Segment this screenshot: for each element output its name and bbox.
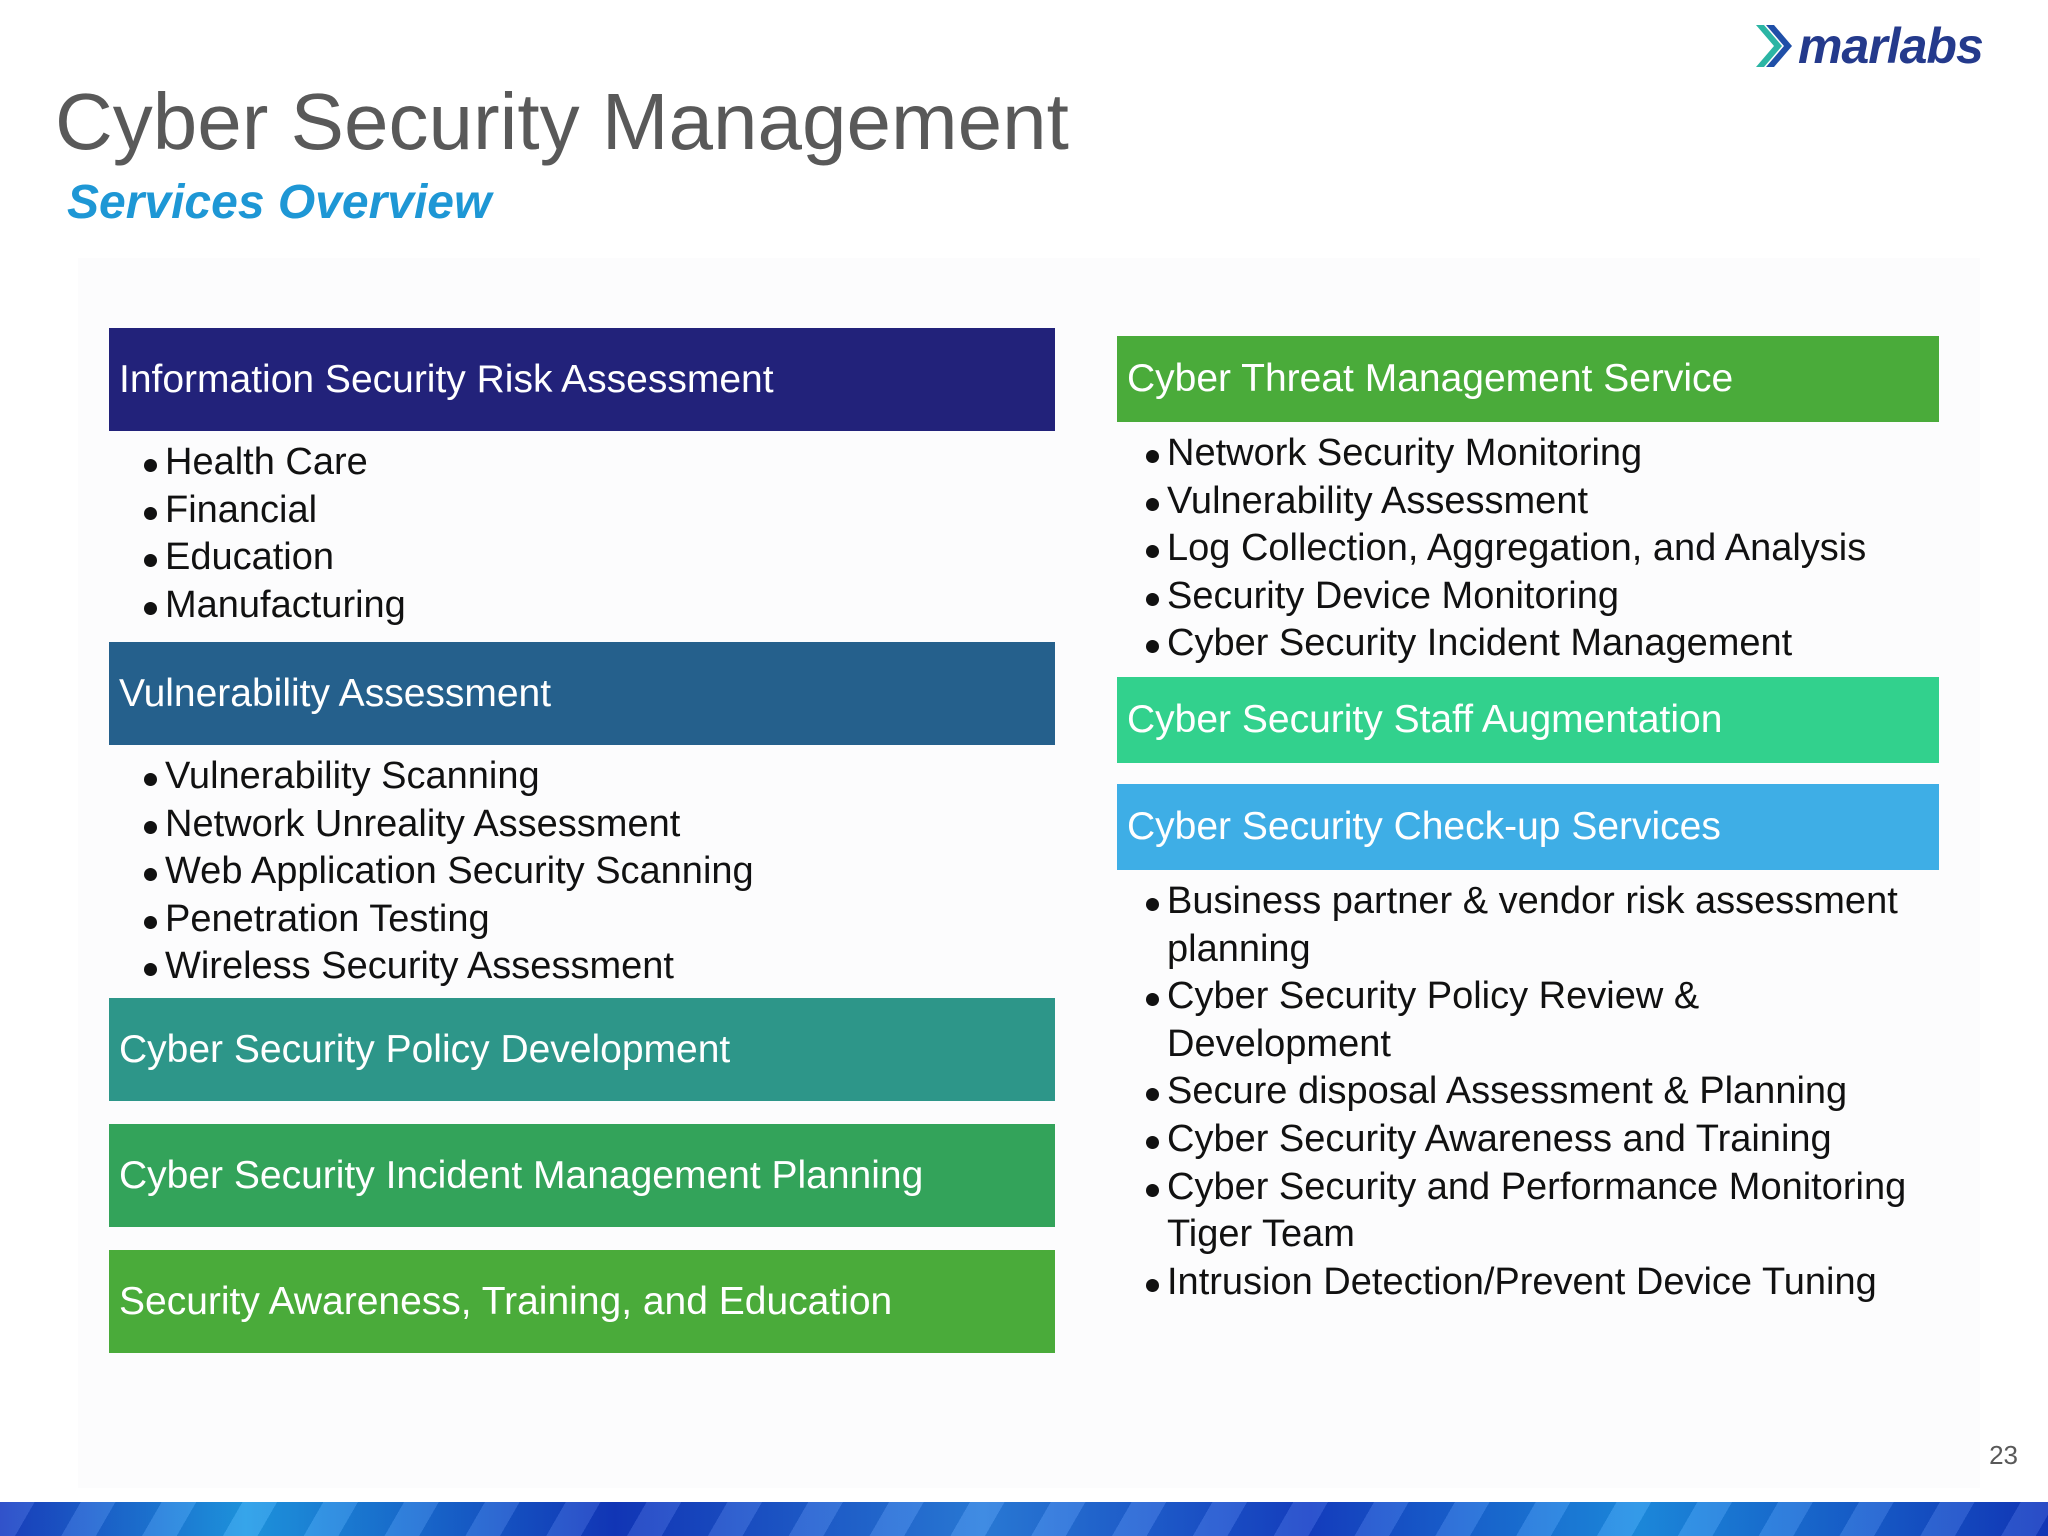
list-item: Cyber Security and Performance Monitoring Tiger Team (1143, 1164, 1933, 1259)
logo-wordmark: marlabs (1798, 18, 1983, 74)
list-item: Vulnerability Scanning (141, 753, 1041, 801)
threat-management-header: Cyber Threat Management Service (1117, 336, 1939, 422)
list-item: Wireless Security Assessment (141, 943, 1041, 991)
policy-development-header: Cyber Security Policy Development (109, 998, 1055, 1101)
page-title: Cyber Security Management (55, 77, 1069, 166)
list-item: Cyber Security Awareness and Training (1143, 1116, 1933, 1164)
page-number: 23 (1989, 1440, 2018, 1470)
list-item: Intrusion Detection/Prevent Device Tuning (1143, 1259, 1933, 1307)
list-item: Business partner & vendor risk assessment planning (1143, 878, 1933, 973)
risk-assessment-header: Information Security Risk Assessment (109, 328, 1055, 431)
list-item: Vulnerability Assessment (1143, 478, 1943, 526)
marlabs-chevron-icon (1754, 19, 1794, 73)
list-item: Education (141, 534, 1041, 582)
list-item: Log Collection, Aggregation, and Analysis (1143, 525, 1943, 573)
staff-augmentation-header: Cyber Security Staff Augmentation (1117, 677, 1939, 763)
checkup-services-header: Cyber Security Check-up Services (1117, 784, 1939, 870)
list-item: Health Care (141, 439, 1041, 487)
list-item: Security Device Monitoring (1143, 573, 1943, 621)
threat-management-list (1143, 430, 1943, 668)
footer-bar (0, 1502, 2048, 1536)
page-subtitle: Services Overview (67, 176, 492, 229)
checkup-services-list (1143, 878, 1933, 1306)
list-item: Secure disposal Assessment & Planning (1143, 1068, 1933, 1116)
list-item: Cyber Security Incident Management (1143, 620, 1943, 668)
list-item: Cyber Security Policy Review & Development (1143, 973, 1933, 1068)
list-item: Manufacturing (141, 582, 1041, 630)
marlabs-logo (1754, 14, 1994, 78)
vulnerability-assessment-list (141, 753, 1041, 991)
vulnerability-assessment-header: Vulnerability Assessment (109, 642, 1055, 745)
list-item: Penetration Testing (141, 896, 1041, 944)
list-item: Network Security Monitoring (1143, 430, 1943, 478)
list-item: Financial (141, 487, 1041, 535)
awareness-training-header: Security Awareness, Training, and Education (109, 1250, 1055, 1353)
list-item: Network Unreality Assessment (141, 801, 1041, 849)
incident-planning-header: Cyber Security Incident Management Planning (109, 1124, 1055, 1227)
risk-assessment-list (141, 439, 1041, 629)
list-item: Web Application Security Scanning (141, 848, 1041, 896)
